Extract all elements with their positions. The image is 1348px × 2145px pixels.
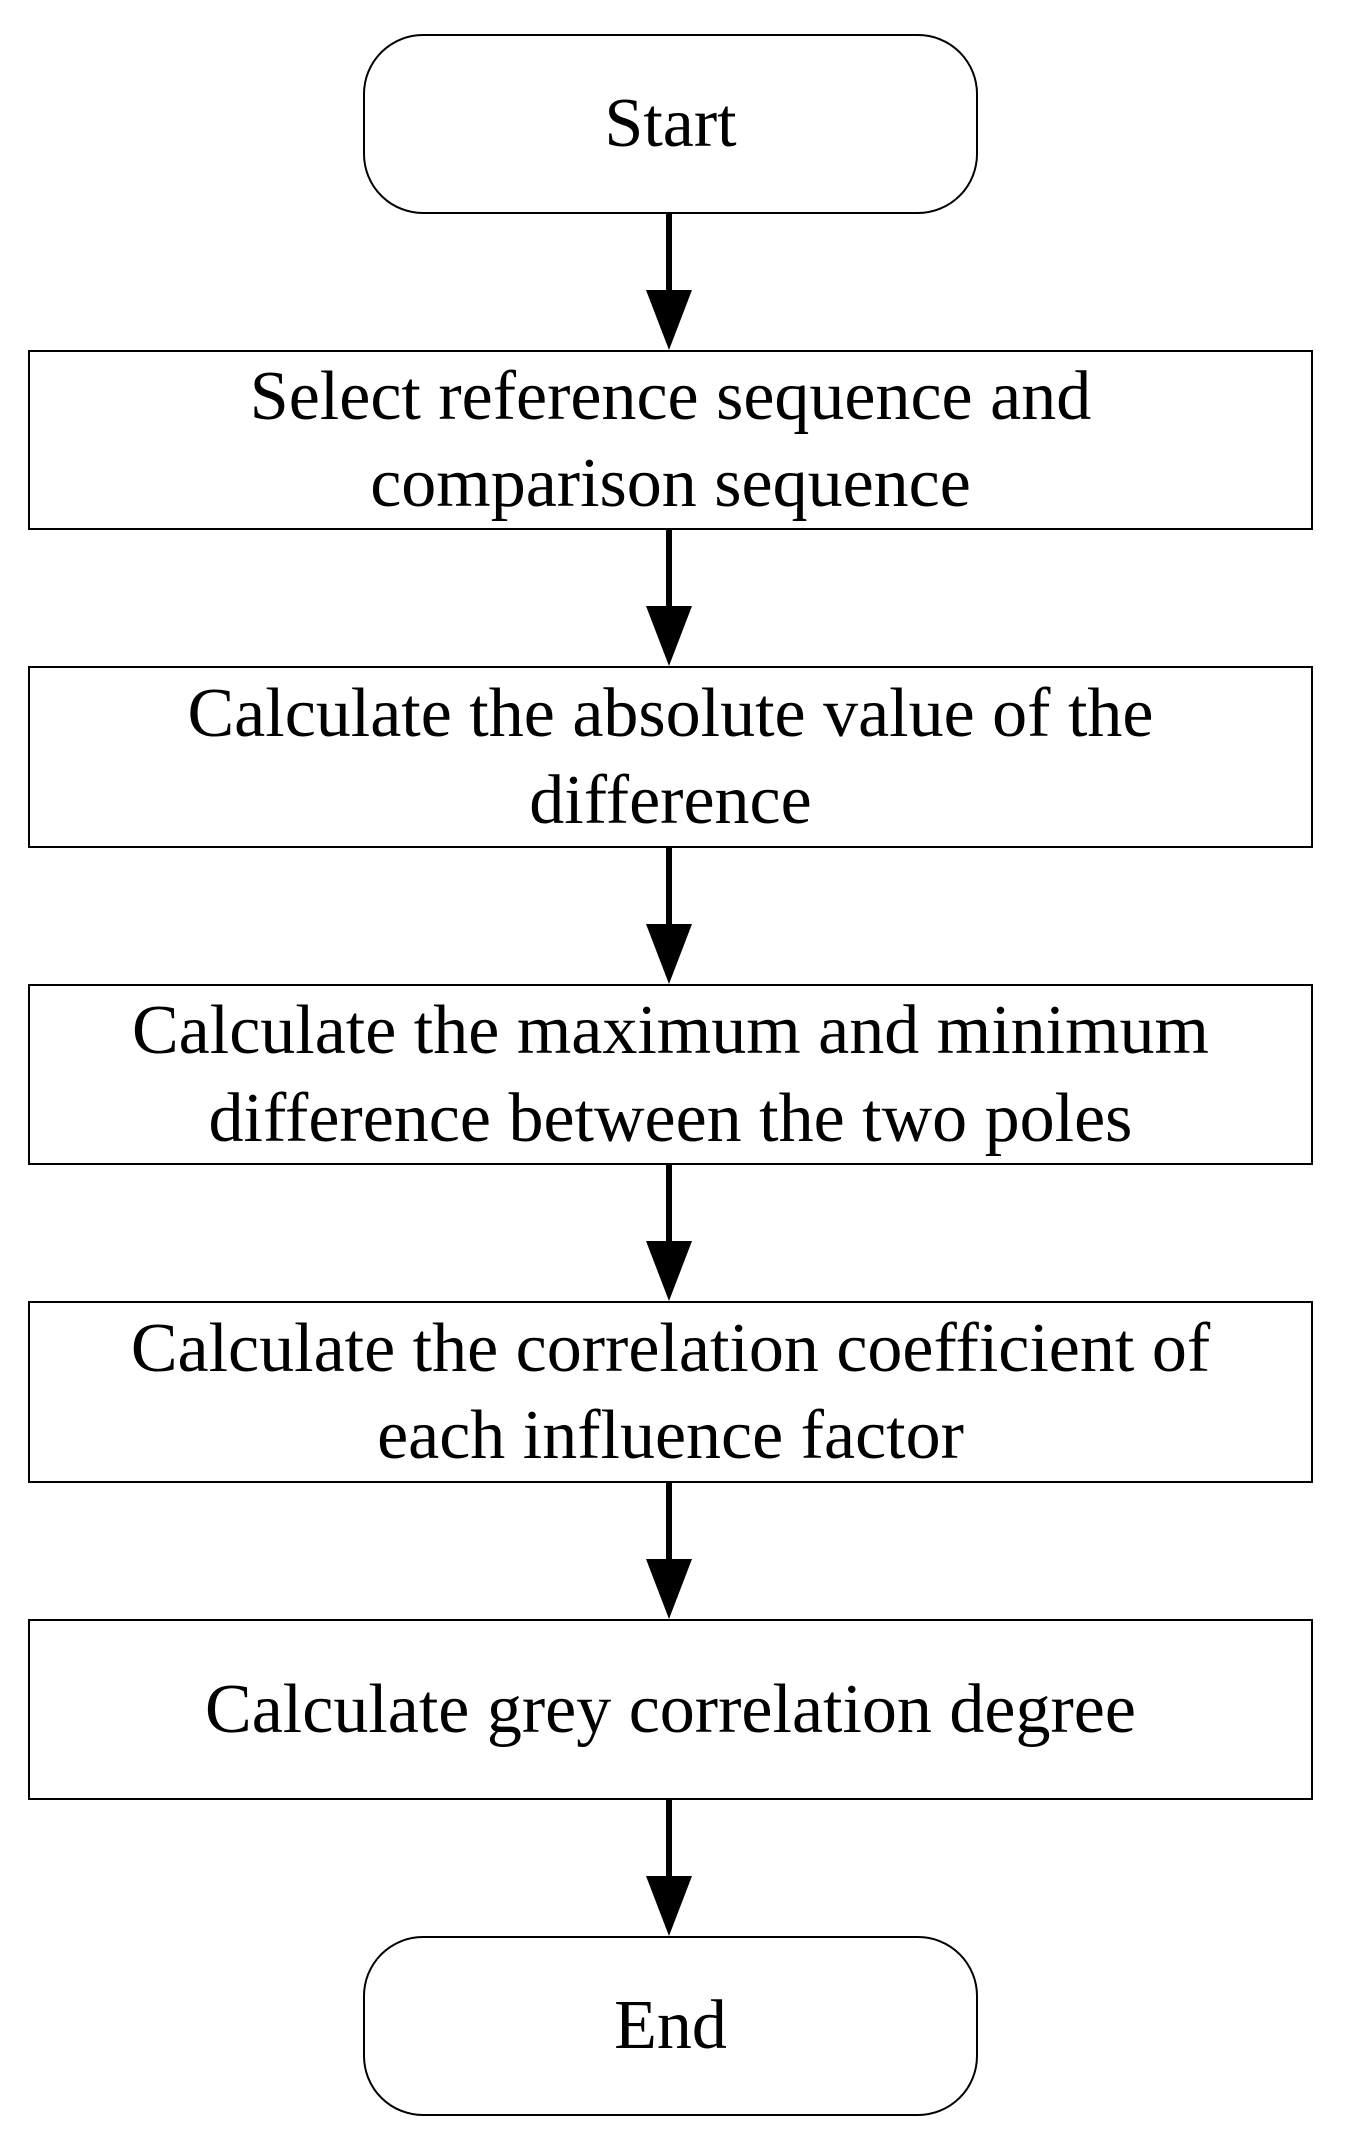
step-max-min-difference <box>28 984 1313 1165</box>
step-correlation-coefficient <box>28 1301 1313 1483</box>
step-4-label: Calculate the correlation coefficient of each influence factor <box>130 1309 1211 1474</box>
arrow-step-4-to-step-5 <box>646 1483 692 1619</box>
step-select-sequences <box>28 350 1313 530</box>
step-1-label: Select reference sequence and comparison sequence <box>249 357 1092 522</box>
step-2-label: Calculate the absolute value of the difference <box>187 674 1154 839</box>
end-terminal <box>363 1936 978 2116</box>
step-5-label: Calculate grey correlation degree <box>205 1670 1136 1748</box>
step-grey-correlation-degree <box>28 1619 1313 1800</box>
arrow-step-1-to-step-2 <box>646 530 692 666</box>
step-3-label: Calculate the maximum and minimum difference between the two poles <box>131 992 1209 1157</box>
arrow-step-3-to-step-4 <box>646 1165 692 1301</box>
end-label: End <box>614 1987 727 2065</box>
start-terminal <box>363 34 978 214</box>
arrow-step-2-to-step-3 <box>646 848 692 984</box>
arrow-start-to-step-1 <box>646 214 692 350</box>
start-label: Start <box>604 85 737 163</box>
step-absolute-difference <box>28 666 1313 848</box>
arrow-step-5-to-end <box>646 1800 692 1936</box>
